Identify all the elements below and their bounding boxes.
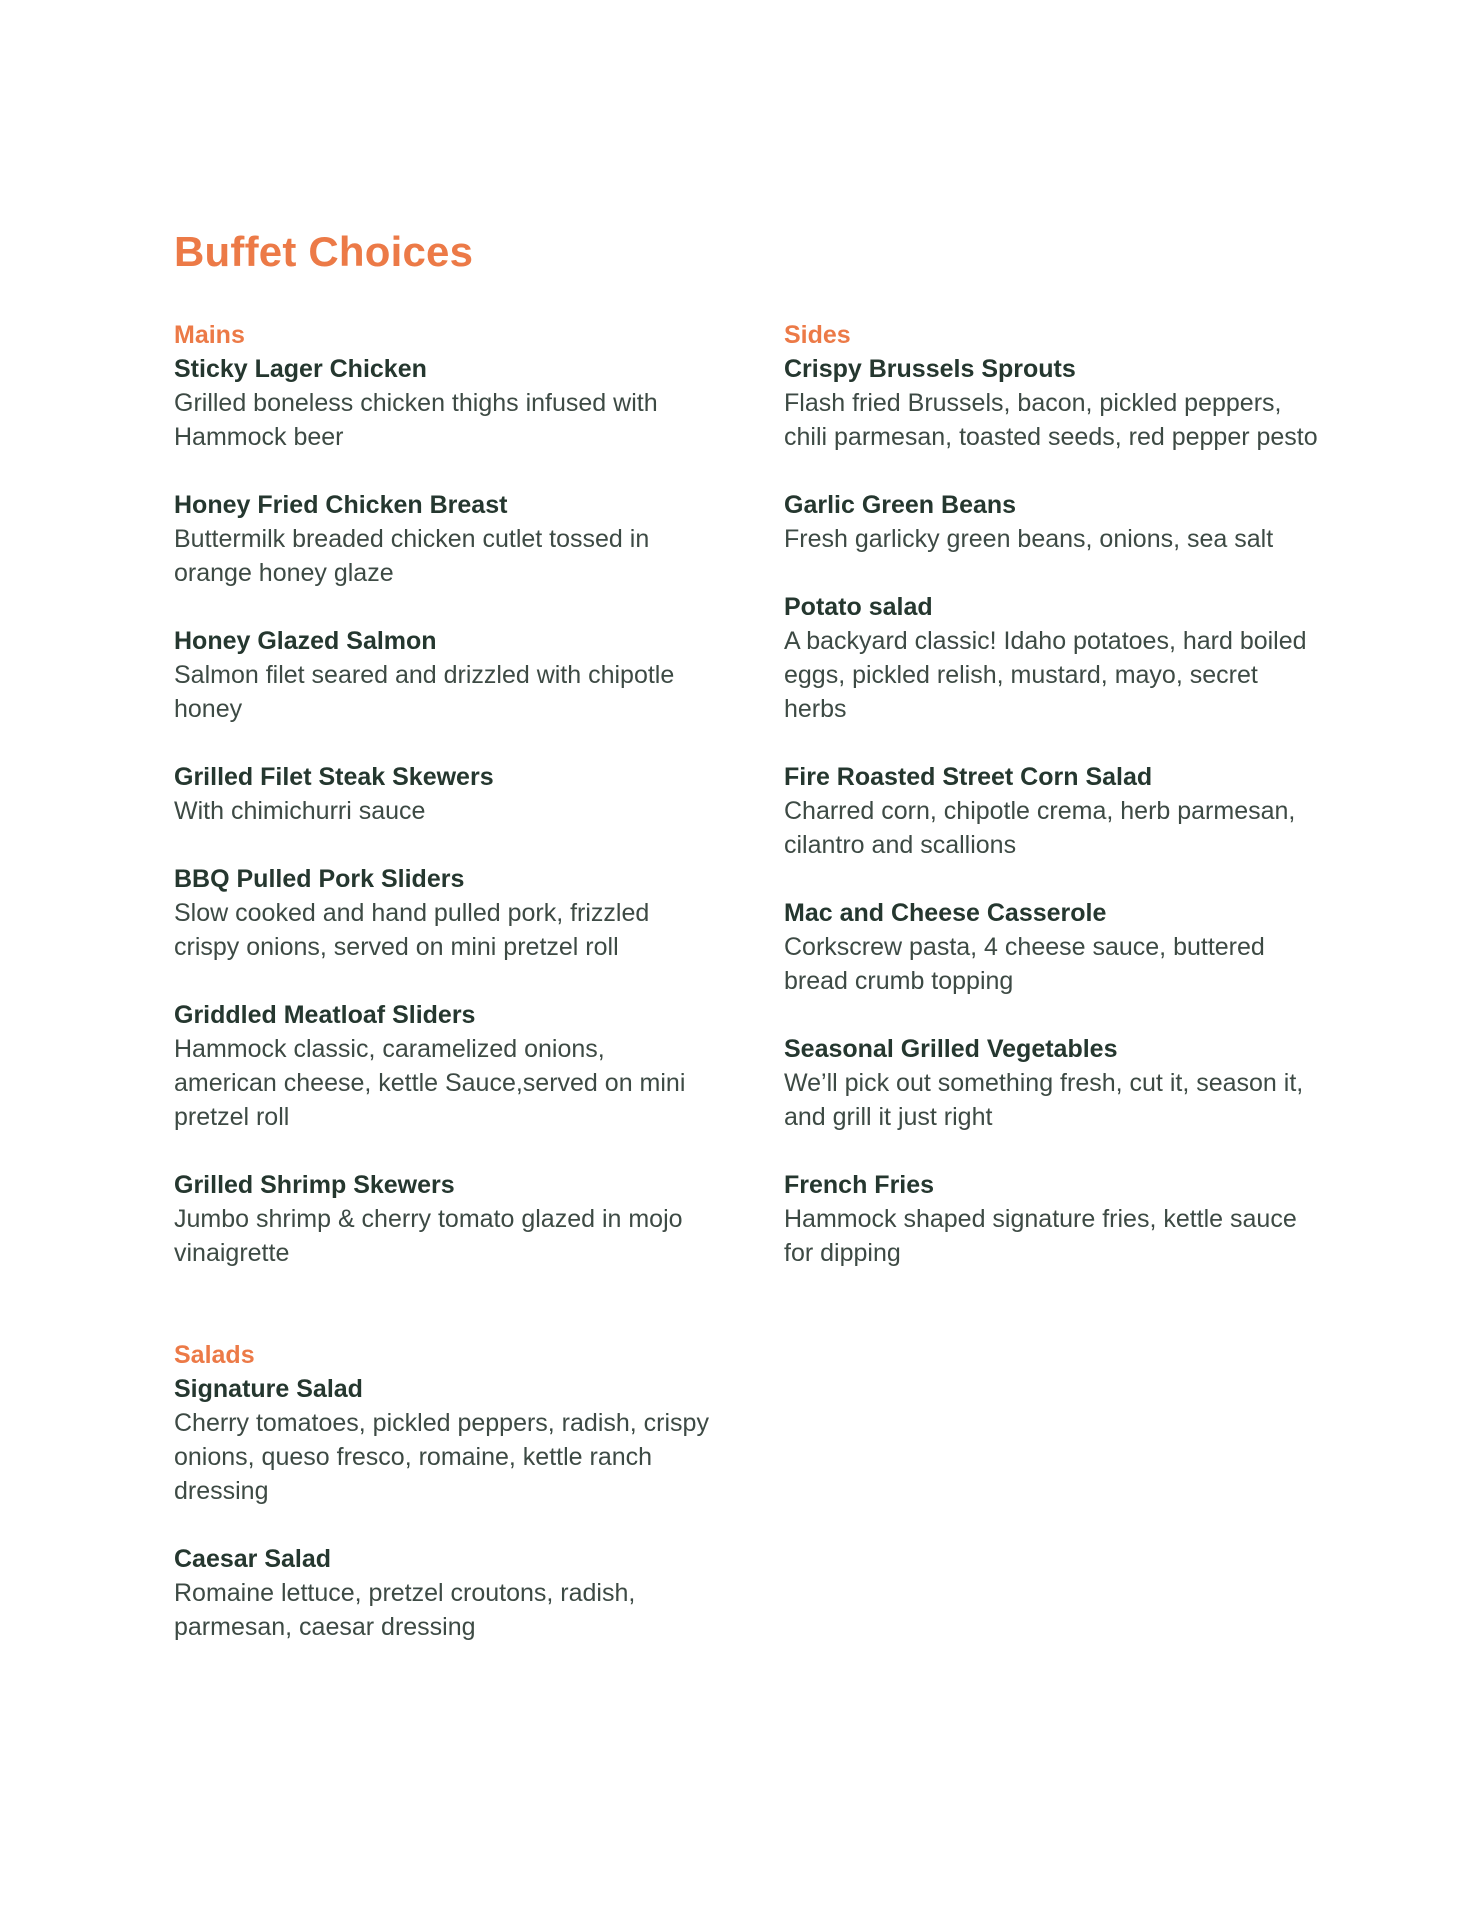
- item-name: French Fries: [784, 1171, 935, 1199]
- menu-item: [174, 998, 714, 1134]
- item-name: Honey Glazed Salmon: [174, 627, 437, 655]
- item-name: Griddled Meatloaf Sliders: [174, 1001, 476, 1029]
- item-name: Mac and Cheese Casserole: [784, 899, 1107, 927]
- item-description: Fresh garlicky green beans, onions, sea salt: [784, 525, 1274, 553]
- item-description: Charred corn, chipotle crema, herb parmesan, cilantro and scallions: [784, 797, 1296, 859]
- item-description: Jumbo shrimp & cherry tomato glazed in mojo vinaigrette: [174, 1205, 683, 1267]
- sides-list: [784, 352, 1324, 1270]
- menu-item: [174, 488, 714, 590]
- menu-item: [784, 590, 1324, 726]
- item-name: Caesar Salad: [174, 1545, 332, 1573]
- item-name: Potato salad: [784, 593, 933, 621]
- item-name: Fire Roasted Street Corn Salad: [784, 763, 1153, 791]
- item-description: Hammock shaped signature fries, kettle sauce for dipping: [784, 1205, 1297, 1267]
- item-description: Salmon filet seared and drizzled with chipotle honey: [174, 661, 675, 723]
- menu-item: [784, 1168, 1324, 1270]
- item-description: Corkscrew pasta, 4 cheese sauce, buttered bread crumb topping: [784, 933, 1265, 995]
- item-name: Garlic Green Beans: [784, 491, 1017, 519]
- item-name: Signature Salad: [174, 1375, 363, 1403]
- sides-heading: Sides: [784, 321, 851, 349]
- item-name: Grilled Filet Steak Skewers: [174, 763, 494, 791]
- right-column: [784, 318, 1324, 1270]
- menu-item: [784, 352, 1324, 454]
- item-description: We’ll pick out something fresh, cut it, season it, and grill it just right: [784, 1069, 1304, 1131]
- menu-item: [174, 760, 714, 828]
- menu-item: [784, 488, 1324, 556]
- item-description: Grilled boneless chicken thighs infused with Hammock beer: [174, 389, 658, 451]
- menu-item: [174, 352, 714, 454]
- menu-item: [784, 896, 1324, 998]
- item-name: Crispy Brussels Sprouts: [784, 355, 1076, 383]
- salads-section: [174, 1338, 714, 1644]
- item-description: A backyard classic! Idaho potatoes, hard boiled eggs, pickled relish, mustard, mayo, secret herbs: [784, 627, 1307, 723]
- mains-section: [174, 318, 714, 1270]
- left-column: [174, 318, 714, 1644]
- menu-item: [174, 862, 714, 964]
- item-description: With chimichurri sauce: [174, 797, 426, 825]
- menu-item: [174, 1542, 714, 1644]
- item-description: Slow cooked and hand pulled pork, frizzled crispy onions, served on mini pretzel roll: [174, 899, 650, 961]
- item-description: Romaine lettuce, pretzel croutons, radish, parmesan, caesar dressing: [174, 1579, 636, 1641]
- menu-item: [174, 1168, 714, 1270]
- salads-heading: Salads: [174, 1341, 255, 1369]
- sides-section: [784, 318, 1324, 1270]
- item-description: Hammock classic, caramelized onions, american cheese, kettle Sauce,served on mini pretzel roll: [174, 1035, 686, 1131]
- item-name: Grilled Shrimp Skewers: [174, 1171, 455, 1199]
- page-title: Buffet Choices: [174, 228, 474, 275]
- item-name: Honey Fried Chicken Breast: [174, 491, 508, 519]
- mains-heading: Mains: [174, 321, 245, 349]
- salads-list: [174, 1372, 714, 1644]
- menu-item: [174, 624, 714, 726]
- menu-item: [784, 1032, 1324, 1134]
- item-description: Buttermilk breaded chicken cutlet tossed in orange honey glaze: [174, 525, 650, 587]
- item-name: Sticky Lager Chicken: [174, 355, 427, 383]
- item-name: BBQ Pulled Pork Sliders: [174, 865, 465, 893]
- item-description: Cherry tomatoes, pickled peppers, radish, crispy onions, queso fresco, romaine, kettle ranch dressing: [174, 1409, 709, 1505]
- item-name: Seasonal Grilled Vegetables: [784, 1035, 1118, 1063]
- menu-item: [784, 760, 1324, 862]
- mains-list: [174, 352, 714, 1270]
- item-description: Flash fried Brussels, bacon, pickled peppers, chili parmesan, toasted seeds, red pepper pesto: [784, 389, 1318, 451]
- menu-item: [174, 1372, 714, 1508]
